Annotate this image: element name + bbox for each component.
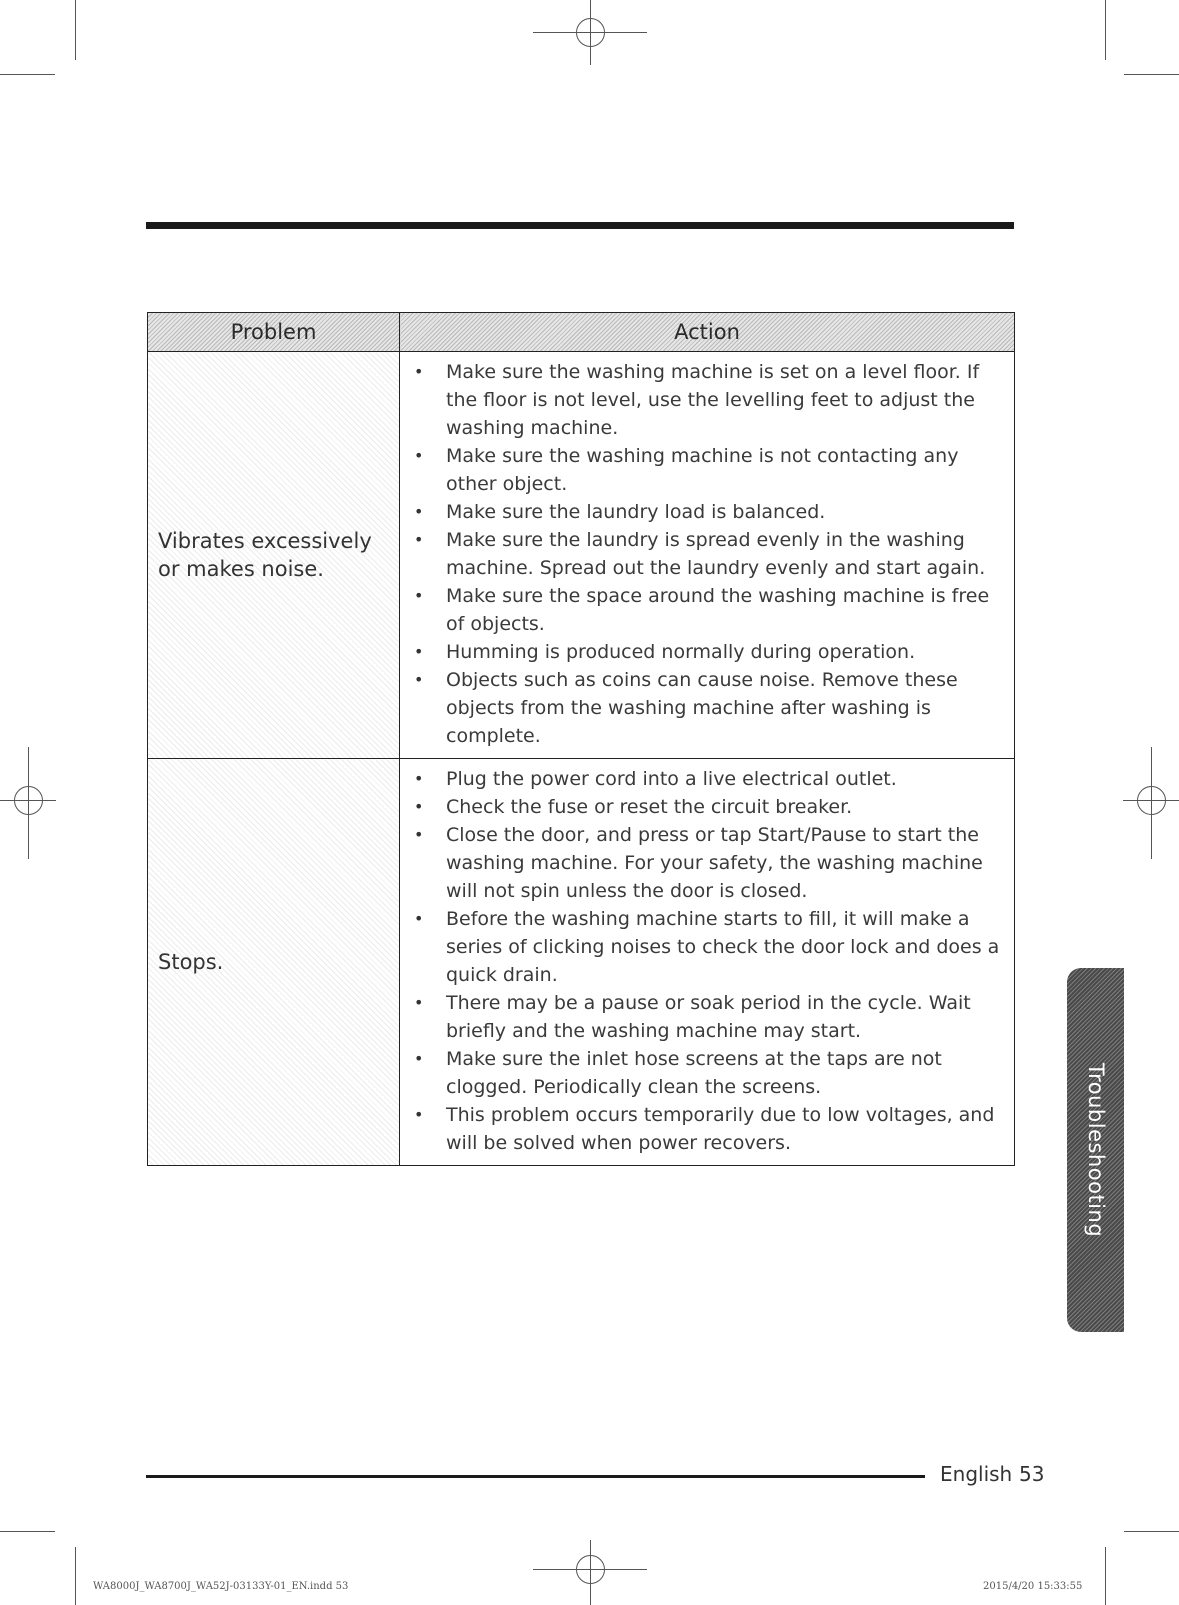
- footer-rule: [146, 1475, 925, 1478]
- action-list: [414, 765, 1004, 1157]
- table-row: [148, 352, 1015, 759]
- action-list: [414, 358, 1004, 750]
- list-item: • Humming is produced normally during operation.: [414, 638, 1004, 666]
- list-item: • This problem occurs temporarily due to low voltages, and will be solved when power recovers.: [414, 1101, 1004, 1157]
- list-item: • Make sure the laundry is spread evenly in the washing machine. Spread out the laundry evenly and start again.: [414, 526, 1004, 582]
- footer-language: English: [940, 1462, 1013, 1486]
- list-item: • Objects such as coins can cause noise. Remove these objects from the washing machine after washing is complete.: [414, 666, 1004, 750]
- header-action: Action: [400, 313, 1015, 352]
- problem-cell: Vibrates excessively or makes noise.: [148, 352, 400, 759]
- print-slug-timestamp: 2015/4/20 15:33:55: [983, 1581, 1083, 1592]
- problem-cell: Stops.: [148, 759, 400, 1166]
- troubleshooting-table: [147, 312, 1015, 1166]
- section-tab: [1067, 968, 1124, 1332]
- list-item: • Plug the power cord into a live electrical outlet.: [414, 765, 1004, 793]
- header-problem: Problem: [148, 313, 400, 352]
- list-item: • Make sure the washing machine is set on a level floor. If the floor is not level, use the levelling feet to adjust the washing machine.: [414, 358, 1004, 442]
- list-item: • Before the washing machine starts to fill, it will make a series of clicking noises to check the door lock and does a quick drain.: [414, 905, 1004, 989]
- top-rule: [146, 222, 1014, 229]
- list-item: • There may be a pause or soak period in the cycle. Wait briefly and the washing machine may start.: [414, 989, 1004, 1045]
- list-item: • Make sure the inlet hose screens at the taps are not clogged. Periodically clean the screens.: [414, 1045, 1004, 1101]
- print-slug-file: WA8000J_WA8700J_WA52J-03133Y-01_EN.indd 53: [93, 1581, 349, 1592]
- list-item: • Make sure the space around the washing machine is free of objects.: [414, 582, 1004, 638]
- list-item: • Check the fuse or reset the circuit breaker.: [414, 793, 1004, 821]
- table-row: [148, 759, 1015, 1166]
- page-number: 53: [1019, 1462, 1045, 1486]
- list-item: • Make sure the laundry load is balanced.: [414, 498, 1004, 526]
- action-cell: [400, 352, 1015, 759]
- action-cell: [400, 759, 1015, 1166]
- table-header-row: [148, 313, 1015, 352]
- list-item: • Make sure the washing machine is not contacting any other object.: [414, 442, 1004, 498]
- section-tab-label: Troubleshooting: [1083, 1062, 1108, 1238]
- list-item: • Close the door, and press or tap Start/Pause to start the washing machine. For your safety, the washing machine will not spin unless the door is closed.: [414, 821, 1004, 905]
